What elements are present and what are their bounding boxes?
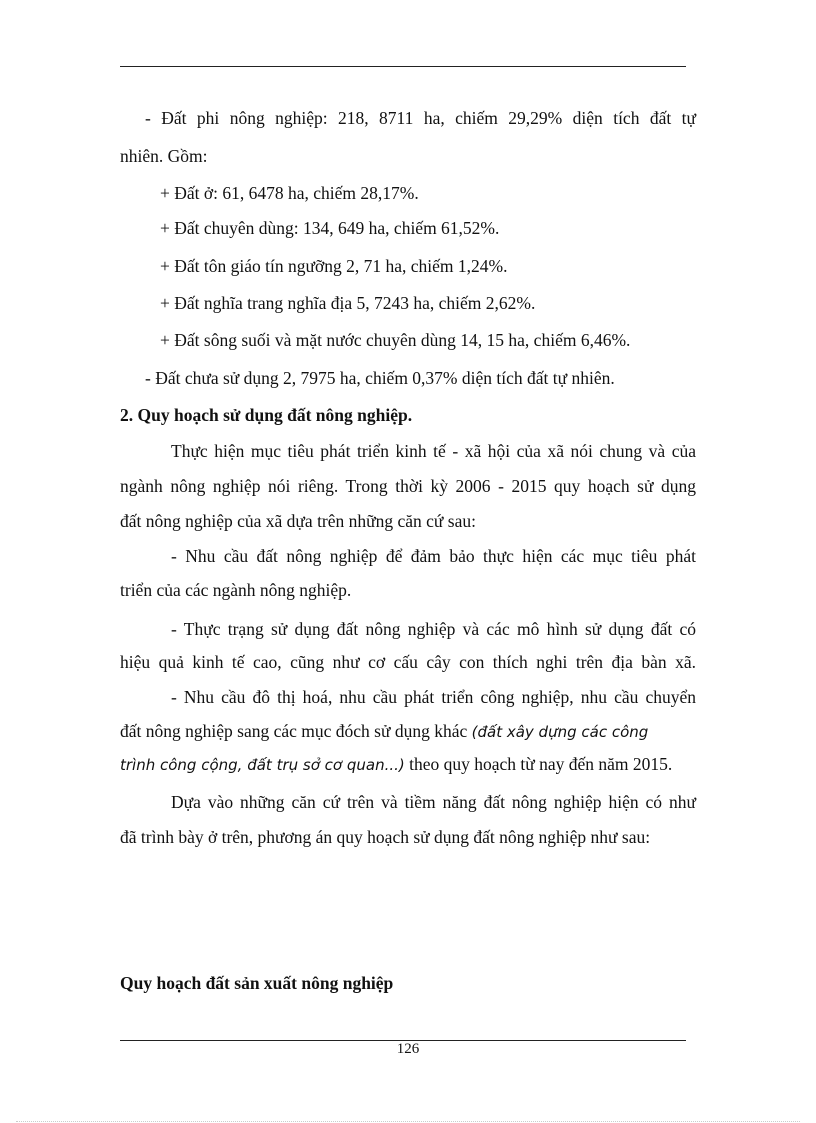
page-number: 126 [396,1041,420,1057]
text-line: nhiên. Gồm: [120,146,208,166]
plain-text: theo quy hoạch từ nay đến năm 2015. [404,754,673,774]
header-rule [120,66,686,67]
paragraph-line: đã trình bày ở trên, phương án quy hoạch sử dụng đất nông nghiệp như sau: [120,827,651,847]
paragraph-line: - Nhu cầu đất nông nghiệp để đảm bảo thực hiện các mục tiêu phát [171,546,696,566]
page-edge [16,1121,800,1122]
paragraph-line: - Nhu cầu đô thị hoá, nhu cầu phát triển công nghiệp, nhu cầu chuyển [171,687,696,707]
paragraph-line: triển của các ngành nông nghiệp. [120,580,352,600]
list-item: + Đất ở: 61, 6478 ha, chiếm 28,17%. [160,183,419,203]
list-item: + Đất sông suối và mặt nước chuyên dùng 14, 15 ha, chiếm 6,46%. [160,330,631,350]
section-heading: 2. Quy hoạch sử dụng đất nông nghiệp. [120,405,413,425]
paragraph-line: Thực hiện mục tiêu phát triển kinh tế - xã hội của xã nói chung và của [171,441,696,461]
paragraph-line: hiệu quả kinh tế cao, cũng như cơ cấu cây con thích nghi trên địa bàn xã. [120,652,696,672]
subsection-heading: Quy hoạch đất sản xuất nông nghiệp [120,973,394,993]
text-line: - Đất phi nông nghiệp: 218, 8711 ha, chiếm 29,29% diện tích đất tự [145,108,696,128]
paragraph-line: Dựa vào những căn cứ trên và tiềm năng đất nông nghiệp hiện có như [171,792,696,812]
list-item: + Đất tôn giáo tín ngưỡng 2, 71 ha, chiếm 1,24%. [160,256,508,276]
paragraph-line: - Thực trạng sử dụng đất nông nghiệp và các mô hình sử dụng đất có [171,619,696,639]
plain-text: đất nông nghiệp sang các mục đóch sử dụng khác [120,721,472,741]
paragraph-line: ngành nông nghiệp nói riêng. Trong thời kỳ 2006 - 2015 quy hoạch sử dụng [120,476,696,496]
paragraph-line: đất nông nghiệp của xã dựa trên những căn cứ sau: [120,511,476,531]
list-item: + Đất chuyên dùng: 134, 649 ha, chiếm 61,52%. [160,218,500,238]
text-line: - Đất chưa sử dụng 2, 7975 ha, chiếm 0,37% diện tích đất tự nhiên. [145,368,615,388]
italic-text: (đất xây dựng các công [471,723,649,741]
paragraph-line [120,753,672,776]
italic-text: trình công cộng, đất trụ sở cơ quan...) [120,756,405,774]
list-item: + Đất nghĩa trang nghĩa địa 5, 7243 ha, chiếm 2,62%. [160,293,536,313]
paragraph-line [120,720,696,743]
